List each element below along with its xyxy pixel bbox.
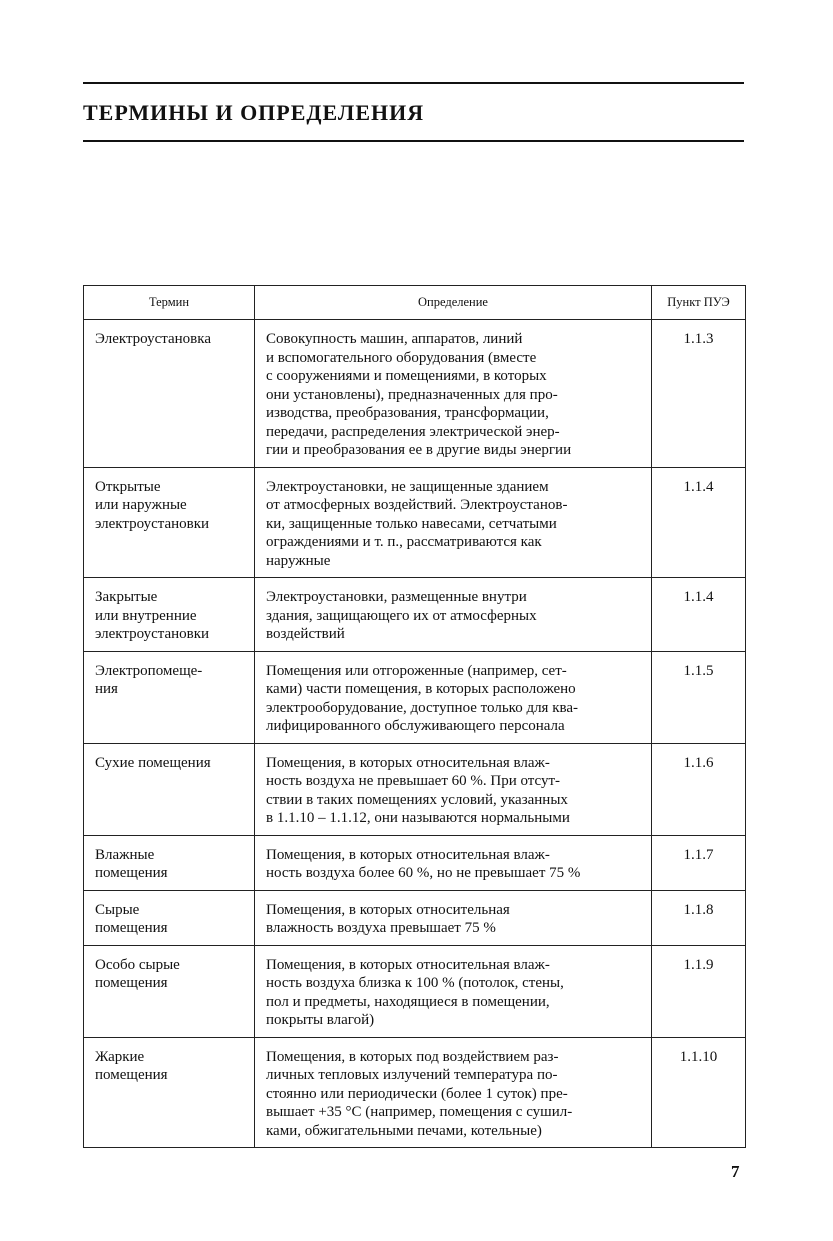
term-line: Закрытые xyxy=(95,589,158,605)
definition-line: ками) части помещения, в которых расположено xyxy=(266,681,576,697)
term-line: помещения xyxy=(95,920,168,936)
table-row xyxy=(84,1037,746,1148)
definition-line: здания, защищающего их от атмосферных xyxy=(266,607,537,624)
term-line: Электропомеще- xyxy=(95,662,203,679)
definition-line: ность воздуха более 60 %, но не превышает 75 % xyxy=(266,865,581,881)
definition-line: ограждениями и т. п., рассматриваются как xyxy=(266,534,542,550)
definition-line: с сооружениями и помещениями, в которых xyxy=(266,368,547,384)
definition-cell xyxy=(255,578,652,652)
definition-line: передачи, распределения электрической энер- xyxy=(266,423,560,440)
table-row xyxy=(84,467,746,578)
definition-line: Совокупность машин, аппаратов, линий xyxy=(266,331,523,347)
term-line: или внутренние xyxy=(95,607,197,624)
definition-cell xyxy=(255,743,652,835)
term-cell xyxy=(84,945,255,1037)
definition-line: электрооборудование, доступное только для ква- xyxy=(266,699,579,716)
definition-line: от атмосферных воздействий. Электроустанов- xyxy=(266,497,568,513)
column-header-pue: Пункт ПУЭ xyxy=(652,286,746,320)
term-line: ния xyxy=(95,681,118,697)
table-row xyxy=(84,651,746,743)
definition-line: стоянно или периодически (более 1 суток) пре- xyxy=(266,1085,568,1102)
definition-line: ность воздуха не превышает 60 %. При отсут- xyxy=(266,773,561,789)
table-row xyxy=(84,578,746,652)
definition-line: ствии в таких помещениях условий, указанных xyxy=(266,791,568,808)
pue-cell: 1.1.6 xyxy=(652,743,746,835)
term-line: Влажные xyxy=(95,846,155,863)
term-cell xyxy=(84,1037,255,1148)
definition-line: покрыты влагой) xyxy=(266,1012,375,1028)
term-line: помещения xyxy=(95,865,168,881)
definition-line: в 1.1.10 – 1.1.12, они называются нормальными xyxy=(266,810,570,826)
definition-line: гии и преобразования ее в другие виды энергии xyxy=(266,442,572,458)
definition-cell xyxy=(255,835,652,890)
table-header-row xyxy=(84,286,746,320)
definition-line: Помещения, в которых относительная влаж- xyxy=(266,956,550,973)
definition-cell xyxy=(255,945,652,1037)
pue-cell: 1.1.4 xyxy=(652,578,746,652)
column-header-term: Термин xyxy=(84,286,255,320)
term-line: Сырые xyxy=(95,901,140,918)
term-cell xyxy=(84,651,255,743)
definition-line: Электроустановки, размещенные внутри xyxy=(266,589,527,605)
term-cell xyxy=(84,743,255,835)
term-cell xyxy=(84,320,255,468)
table-row xyxy=(84,890,746,945)
definition-cell xyxy=(255,467,652,578)
table-row xyxy=(84,320,746,468)
definition-line: Помещения, в которых под воздействием раз- xyxy=(266,1048,559,1065)
definition-line: Помещения или отгороженные (например, сет- xyxy=(266,662,567,679)
definition-cell xyxy=(255,1037,652,1148)
term-line: Сухие помещения xyxy=(95,754,211,771)
term-line: помещения xyxy=(95,1067,168,1083)
pue-cell: 1.1.3 xyxy=(652,320,746,468)
definition-line: воздействий xyxy=(266,626,345,642)
pue-cell: 1.1.7 xyxy=(652,835,746,890)
definition-line: наружные xyxy=(266,552,331,569)
pue-cell: 1.1.8 xyxy=(652,890,746,945)
term-line: или наружные xyxy=(95,497,187,513)
term-line: Жаркие xyxy=(95,1048,145,1065)
terms-table xyxy=(83,285,746,1148)
pue-cell: 1.1.9 xyxy=(652,945,746,1037)
term-cell xyxy=(84,467,255,578)
definition-line: Помещения, в которых относительная xyxy=(266,901,510,918)
header-rule-bottom xyxy=(83,140,744,142)
definition-cell xyxy=(255,651,652,743)
definition-line: вышает +35 °С (например, помещения с сушил- xyxy=(266,1104,573,1120)
term-line: Электроустановка xyxy=(95,331,211,347)
term-line: Особо сырые xyxy=(95,956,180,973)
page-number: 7 xyxy=(731,1162,740,1181)
definition-line: Помещения, в которых относительная влаж- xyxy=(266,754,550,771)
definition-line: лифицированного обслуживающего персонала xyxy=(266,718,565,734)
term-line: электроустановки xyxy=(95,626,210,642)
table-row xyxy=(84,945,746,1037)
header-rule-top xyxy=(83,82,744,84)
table-row xyxy=(84,743,746,835)
pue-cell: 1.1.4 xyxy=(652,467,746,578)
definition-cell xyxy=(255,320,652,468)
definition-line: изводства, преобразования, трансформации, xyxy=(266,405,549,421)
pue-cell: 1.1.10 xyxy=(652,1037,746,1148)
term-line: помещения xyxy=(95,975,168,991)
definition-line: ками, обжигательными печами, котельные) xyxy=(266,1122,542,1139)
term-cell xyxy=(84,835,255,890)
definition-line: личных тепловых излучений температура по- xyxy=(266,1067,558,1083)
table-row xyxy=(84,835,746,890)
term-line: Открытые xyxy=(95,478,161,495)
table-body xyxy=(84,320,746,1148)
definition-line: Помещения, в которых относительная влаж- xyxy=(266,846,550,863)
definition-line: пол и предметы, находящиеся в помещении, xyxy=(266,993,550,1010)
definition-line: ность воздуха близка к 100 % (потолок, стены, xyxy=(266,975,564,991)
definition-line: Электроустановки, не защищенные зданием xyxy=(266,478,549,495)
definition-line: ки, защищенные только навесами, сетчатыми xyxy=(266,515,557,532)
term-line: электроустановки xyxy=(95,515,210,532)
term-cell xyxy=(84,578,255,652)
column-header-definition: Определение xyxy=(255,286,652,320)
definition-cell xyxy=(255,890,652,945)
pue-cell: 1.1.5 xyxy=(652,651,746,743)
page-title: ТЕРМИНЫ И ОПРЕДЕЛЕНИЯ xyxy=(83,100,425,125)
definition-line: они установлены), предназначенных для про- xyxy=(266,386,558,403)
term-cell xyxy=(84,890,255,945)
definition-line: влажность воздуха превышает 75 % xyxy=(266,920,496,936)
definition-line: и вспомогательного оборудования (вместе xyxy=(266,349,537,366)
